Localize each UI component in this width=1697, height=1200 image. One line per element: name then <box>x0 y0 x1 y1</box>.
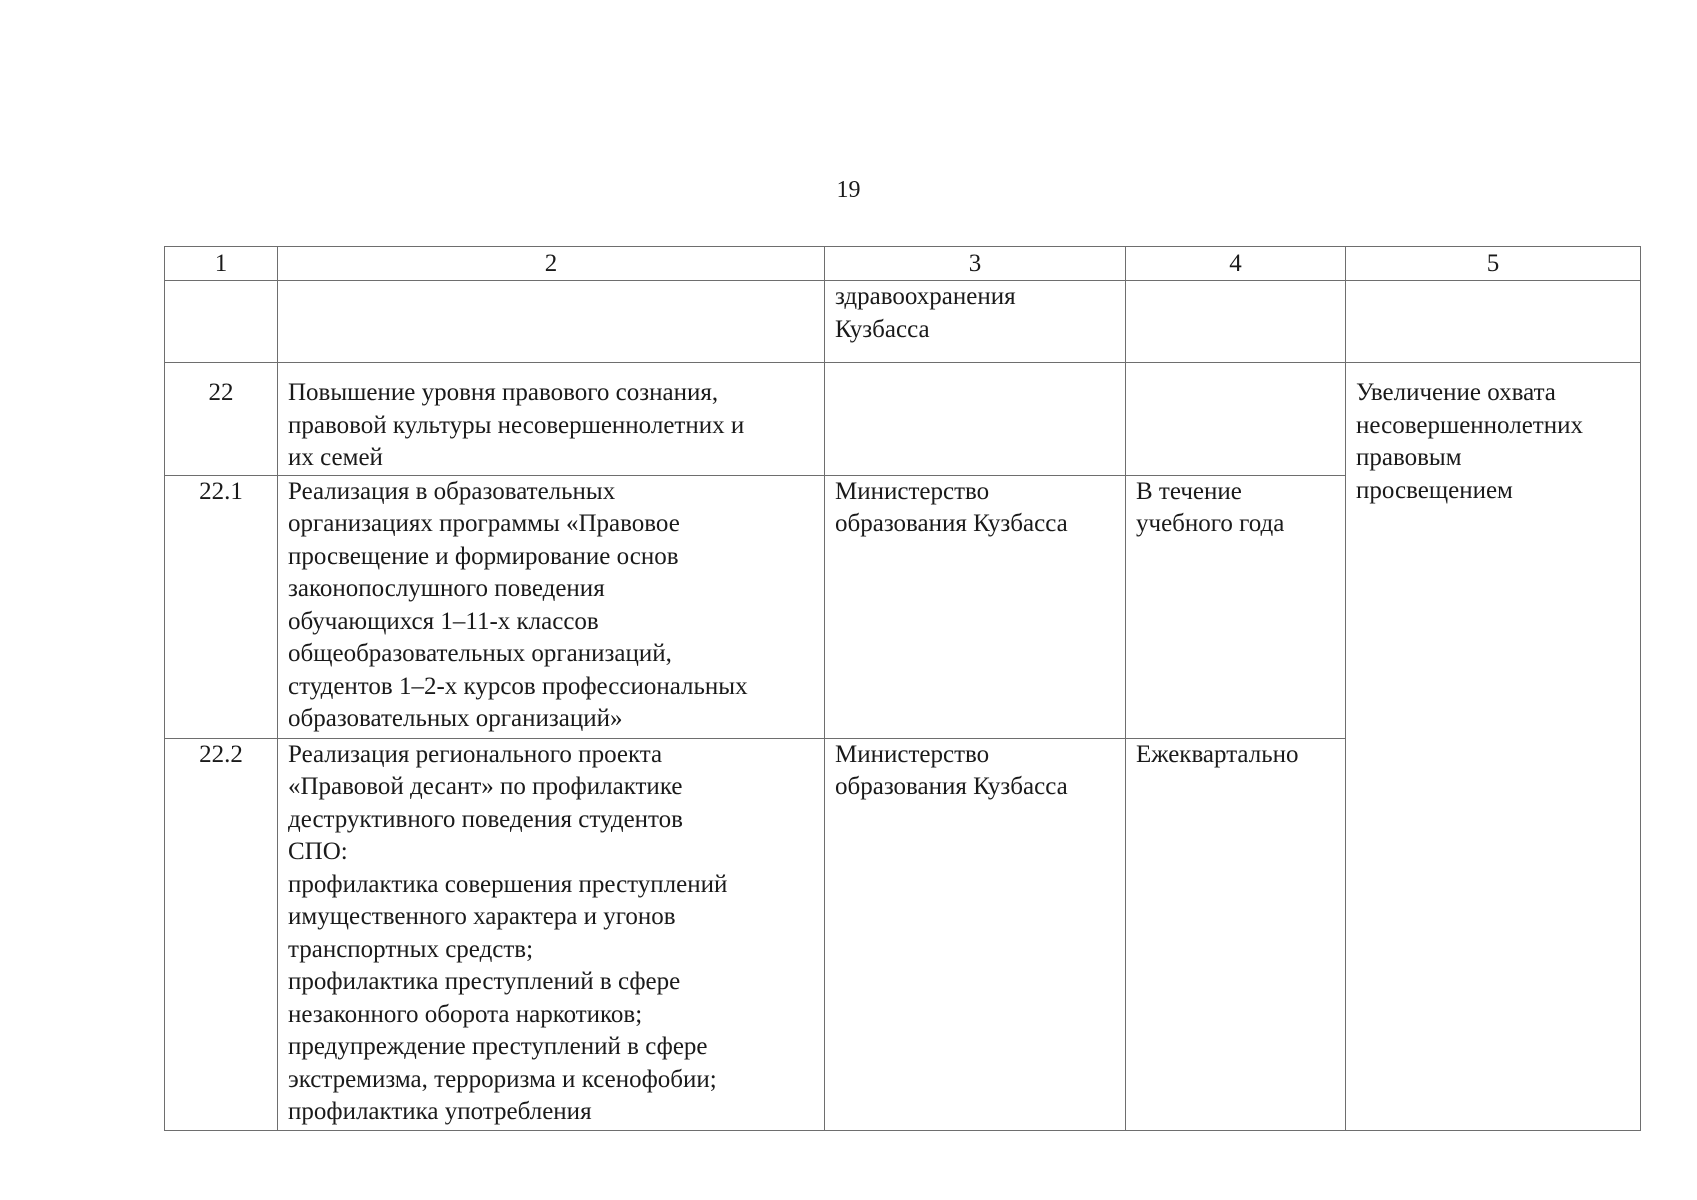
table-header-row <box>165 247 1641 281</box>
result-cell: Увеличение охвата несовершеннолетних правовым просвещением <box>1346 363 1641 1131</box>
executor-cell: здравоохранения Кузбасса <box>825 281 1126 363</box>
column-header: 4 <box>1126 247 1346 281</box>
executor-cell: Министерство образования Кузбасса <box>825 475 1126 738</box>
table-row <box>165 281 1641 363</box>
executor-cell: Министерство образования Кузбасса <box>825 738 1126 1130</box>
executor-cell <box>825 363 1126 476</box>
task-cell: Реализация в образовательных организациях программы «Правовое просвещение и формирование основ законопослушного поведения обучающихся 1–11-х классов общеобразовательных организаций, студентов 1–2-х курсов профессиональных образовательных организаций» <box>278 475 825 738</box>
column-header: 1 <box>165 247 278 281</box>
task-cell <box>278 281 825 363</box>
column-header: 3 <box>825 247 1126 281</box>
row-number: 22.2 <box>165 738 278 1130</box>
activity-table <box>164 246 1641 1131</box>
term-cell <box>1126 363 1346 476</box>
row-number: 22 <box>165 363 278 476</box>
task-cell: Реализация регионального проекта «Правовой десант» по профилактике деструктивного поведения студентов СПО: профилактика совершения преступлений имущественного характера и угонов транспортных средств; профилактика преступлений в сфере незаконного оборота наркотиков; предупреждение преступлений в сфере экстремизма, терроризма и ксенофобии; профилактика употребления <box>278 738 825 1130</box>
term-cell <box>1126 281 1346 363</box>
term-cell: Ежеквартально <box>1126 738 1346 1130</box>
page-number: 19 <box>836 177 861 203</box>
task-cell: Повышение уровня правового сознания, правовой культуры несовершеннолетних и их семей <box>278 363 825 476</box>
column-header: 2 <box>278 247 825 281</box>
term-cell: В течение учебного года <box>1126 475 1346 738</box>
result-cell <box>1346 281 1641 363</box>
row-number <box>165 281 278 363</box>
row-number: 22.1 <box>165 475 278 738</box>
table-row <box>165 363 1641 476</box>
column-header: 5 <box>1346 247 1641 281</box>
